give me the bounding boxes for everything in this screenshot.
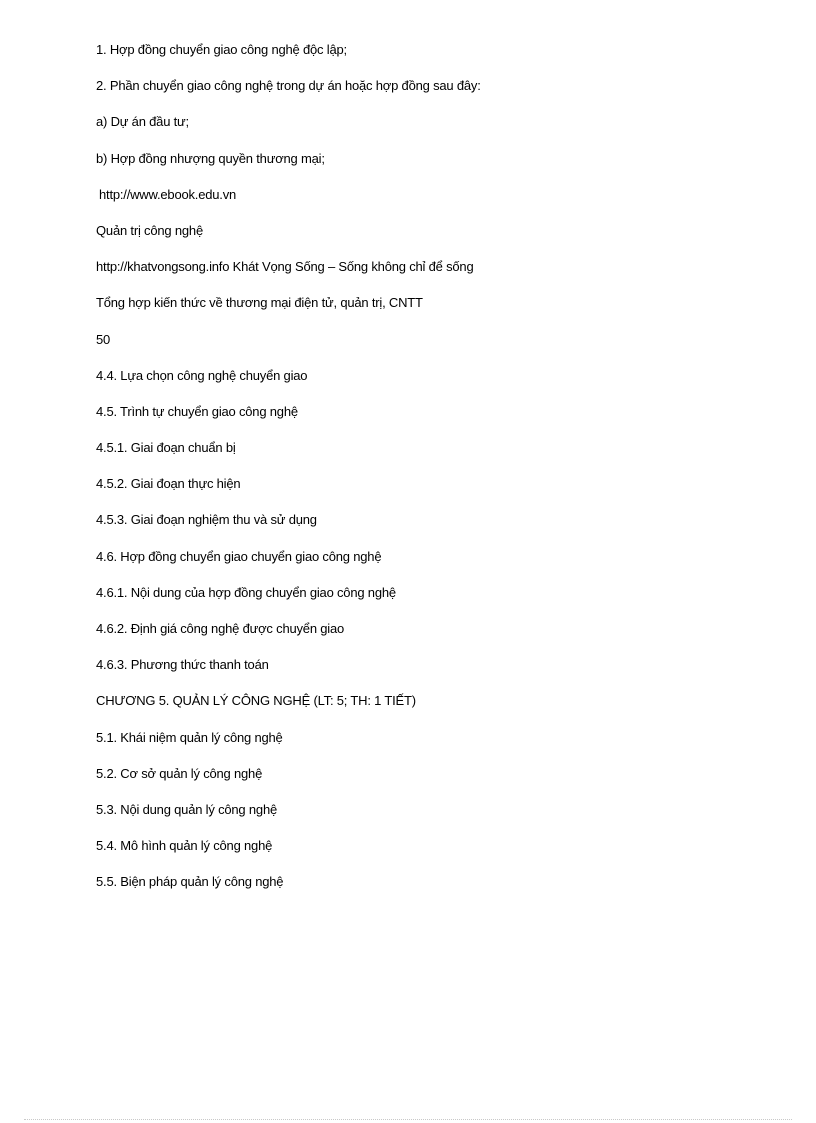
- list-item-franchise-contract: b) Hợp đồng nhượng quyền thương mại;: [96, 150, 325, 166]
- toc-item-4-5: 4.5. Trình tự chuyển giao công nghệ: [96, 403, 298, 419]
- source-url-khatvongsong: http://khatvongsong.info Khát Vọng Sống – Sống không chỉ để sống: [96, 259, 474, 275]
- document-body: [96, 40, 756, 909]
- toc-item-5-4: 5.4. Mô hình quản lý công nghệ: [96, 838, 273, 854]
- toc-item-4-4: 4.4. Lựa chọn công nghệ chuyển giao: [96, 367, 308, 383]
- list-item-investment-project: a) Dự án đầu tư;: [96, 114, 189, 130]
- page-number: 50: [96, 331, 111, 347]
- list-item-transfer-part: 2. Phần chuyển giao công nghệ trong dự án hoặc hợp đồng sau đây:: [96, 78, 481, 94]
- toc-item-4-6-3: 4.6.3. Phương thức thanh toán: [96, 657, 269, 673]
- toc-item-5-1: 5.1. Khái niệm quản lý công nghệ: [96, 729, 283, 745]
- running-header-title: Quản trị công nghệ: [96, 222, 203, 238]
- page-bottom-divider: [24, 1119, 792, 1120]
- toc-item-5-2: 5.2. Cơ sở quản lý công nghệ: [96, 765, 263, 781]
- toc-item-5-5: 5.5. Biện pháp quản lý công nghệ: [96, 874, 284, 890]
- source-url-ebook: http://www.ebook.edu.vn: [99, 186, 237, 202]
- toc-item-4-5-2: 4.5.2. Giai đoạn thực hiện: [96, 476, 241, 492]
- toc-item-5-3: 5.3. Nội dung quản lý công nghệ: [96, 801, 277, 817]
- toc-item-4-5-3: 4.5.3. Giai đoạn nghiệm thu và sử dụng: [96, 512, 317, 528]
- list-item-independent-contract: 1. Hợp đồng chuyển giao công nghệ độc lập;: [96, 42, 347, 57]
- toc-item-4-6: 4.6. Hợp đồng chuyển giao chuyển giao công nghệ: [96, 548, 382, 564]
- toc-item-4-6-1: 4.6.1. Nội dung của hợp đồng chuyển giao công nghệ: [96, 584, 396, 600]
- toc-item-4-6-2: 4.6.2. Định giá công nghệ được chuyển giao: [96, 621, 345, 636]
- chapter-5-heading: CHƯƠNG 5. QUẢN LÝ CÔNG NGHỆ (LT: 5; TH: 1 TIẾT): [96, 693, 416, 709]
- site-tagline: Tổng hợp kiến thức về thương mại điện tử, quản trị, CNTT: [96, 295, 423, 311]
- toc-item-4-5-1: 4.5.1. Giai đoạn chuẩn bị: [96, 440, 236, 456]
